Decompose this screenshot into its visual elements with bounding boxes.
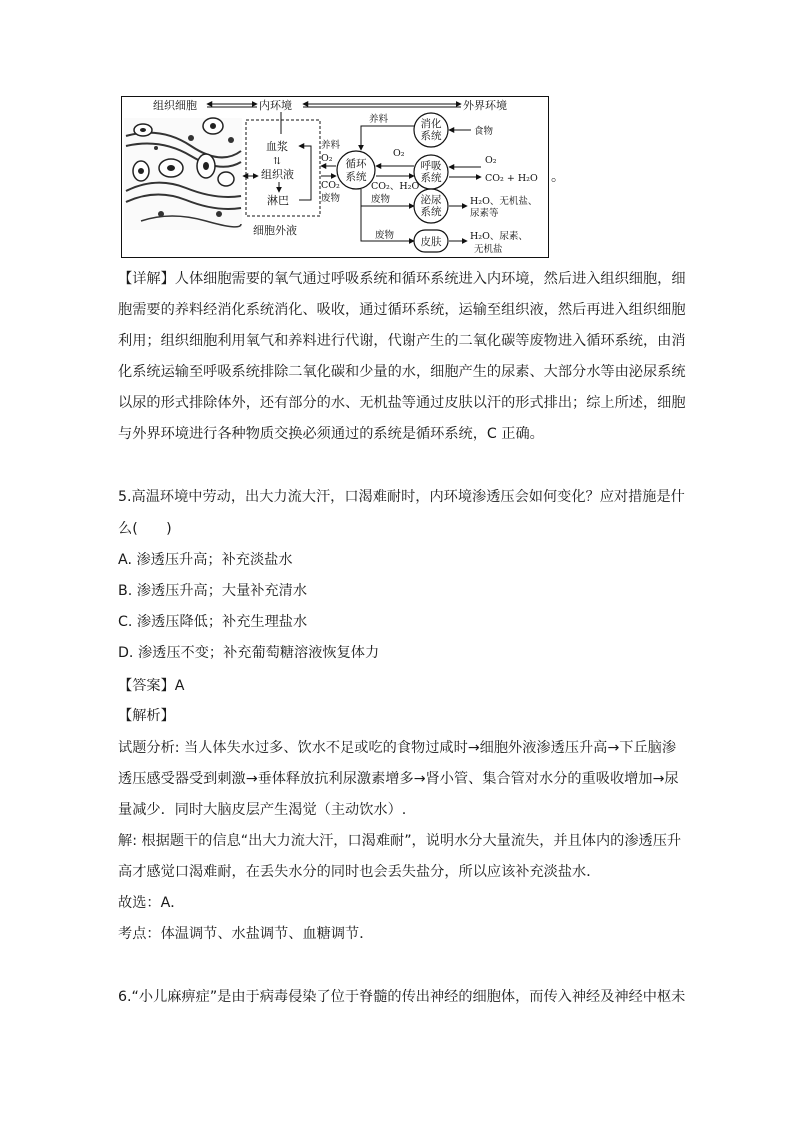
respiratory-line1: 呼吸 — [420, 160, 442, 172]
question-6-line-1: 6.“小儿麻痹症”是由于病毒侵染了位于脊髓的传出神经的细胞体，而传入神经及神经中枢未 — [118, 989, 686, 1005]
co2-h2o-right-label: CO₂ + H₂O — [485, 173, 538, 184]
waste-mid-label: 废物 — [371, 194, 391, 205]
nutrients-top-label: 养料 — [369, 114, 389, 125]
answer-line: 【答案】A — [118, 678, 185, 694]
o2-mid-label: O₂ — [393, 148, 405, 159]
question-5-line-1: 5.高温环境中劳动，出大力流大汗，口渴难耐时，内环境渗透压会如何变化？应对措施是什 — [118, 489, 685, 505]
choice-line: 故选：A． — [118, 895, 185, 911]
plasma-label: 血浆 — [266, 140, 288, 153]
extracellular-fluid-label: 细胞外液 — [253, 224, 297, 237]
option-a: A. 渗透压升高；补充淡盐水 — [118, 552, 293, 568]
skin-label: 皮肤 — [420, 236, 442, 248]
svg-text:⇅: ⇅ — [273, 156, 281, 167]
skin-output-line1: H₂O、尿素、 — [470, 231, 528, 242]
urinary-line2: 系统 — [420, 206, 442, 218]
urinary-output-line1: H₂O、无机盐、 — [470, 196, 538, 207]
respiratory-line2: 系统 — [420, 172, 442, 184]
skin-output-line2: 无机盐 — [474, 244, 503, 255]
food-label: 食物 — [474, 126, 494, 137]
explanation-line-3: 利用；组织细胞利用氧气和养料进行代谢，代谢产生的二氧化碳等废物进入循环系统，由消 — [118, 333, 686, 349]
external-env-label: 外界环境 — [463, 99, 507, 112]
o2-right-label: O₂ — [485, 155, 497, 166]
analysis-line-1: 试题分析: 当人体失水过多、饮水不足或吃的食物过咸时→细胞外液渗透压升高→下丘脑渗 — [118, 740, 677, 756]
question-5-line-2: 么( ) — [118, 521, 172, 537]
analysis-line-2: 透压感受器受到刺激→垂体释放抗利尿激素增多→肾小管、集合管对水分的重吸收增加→尿 — [118, 771, 679, 787]
option-c: C. 渗透压降低；补充生理盐水 — [118, 614, 308, 630]
diagram-period: 。 — [551, 169, 565, 185]
option-b: B. 渗透压升高；大量补充清水 — [118, 583, 308, 599]
circulatory-line1: 循环 — [345, 158, 367, 170]
waste-left-label: 废物 — [321, 193, 341, 204]
nutrients-left-label: 养料 — [321, 140, 341, 151]
co2-h2o-mid-label: CO₂、H₂O — [371, 181, 420, 192]
explanation-line-5: 以尿的形式排除体外，还有部分的水、无机盐等通过皮肤以汗的形式排出；综上所述，细胞 — [118, 395, 686, 411]
explanation-line-4: 化系统运输至呼吸系统排除二氧化碳和少量的水，细胞产生的尿素、大部分水等由泌尿系统 — [118, 364, 686, 380]
explanation-line-1: 【详解】人体细胞需要的氧气通过呼吸系统和循环系统进入内环境，然后进入组织细胞，细 — [118, 271, 686, 287]
waste-low-label: 废物 — [375, 230, 395, 241]
analysis-heading: 【解析】 — [118, 708, 175, 724]
circulatory-line2: 系统 — [345, 171, 367, 183]
solution-line-2: 高才感觉口渴难耐，在丢失水分的同时也会丢失盐分，所以应该补充淡盐水． — [118, 864, 601, 880]
topic-line: 考点：体温调节、水盐调节、血糖调节． — [118, 926, 374, 942]
internal-env-label: 内环境 — [259, 99, 292, 112]
tissue-cells-illustration — [124, 118, 242, 230]
tissue-fluid-label: 组织液 — [261, 168, 294, 181]
digestive-line1: 消化 — [420, 118, 442, 130]
explanation-line-2: 胞需要的养料经消化系统消化、吸收，通过循环系统，运输至组织液，然后再进入组织细胞 — [118, 302, 686, 318]
body-fluid-exchange-diagram — [121, 96, 551, 258]
analysis-line-3: 量减少．同时大脑皮层产生渴觉（主动饮水）. — [118, 802, 407, 818]
lymph-label: 淋巴 — [267, 194, 289, 207]
digestive-line2: 系统 — [420, 130, 442, 142]
circulatory-system-node — [337, 151, 375, 189]
co2-left-label: CO₂ — [321, 180, 340, 191]
solution-line-1: 解: 根据题干的信息“出大力流大汗，口渴难耐”，说明水分大量流失，并且体内的渗透压升 — [118, 833, 682, 849]
urinary-line1: 泌尿 — [420, 194, 442, 206]
urinary-output-line2: 尿素等 — [470, 208, 499, 219]
explanation-line-6: 与外界环境进行各种物质交换必须通过的系统是循环系统，C 正确。 — [118, 426, 544, 442]
option-d: D. 渗透压不变；补充葡萄糖溶液恢复体力 — [118, 645, 380, 661]
tissue-cells-label: 组织细胞 — [153, 99, 197, 112]
o2-left-label: O₂ — [321, 153, 333, 164]
